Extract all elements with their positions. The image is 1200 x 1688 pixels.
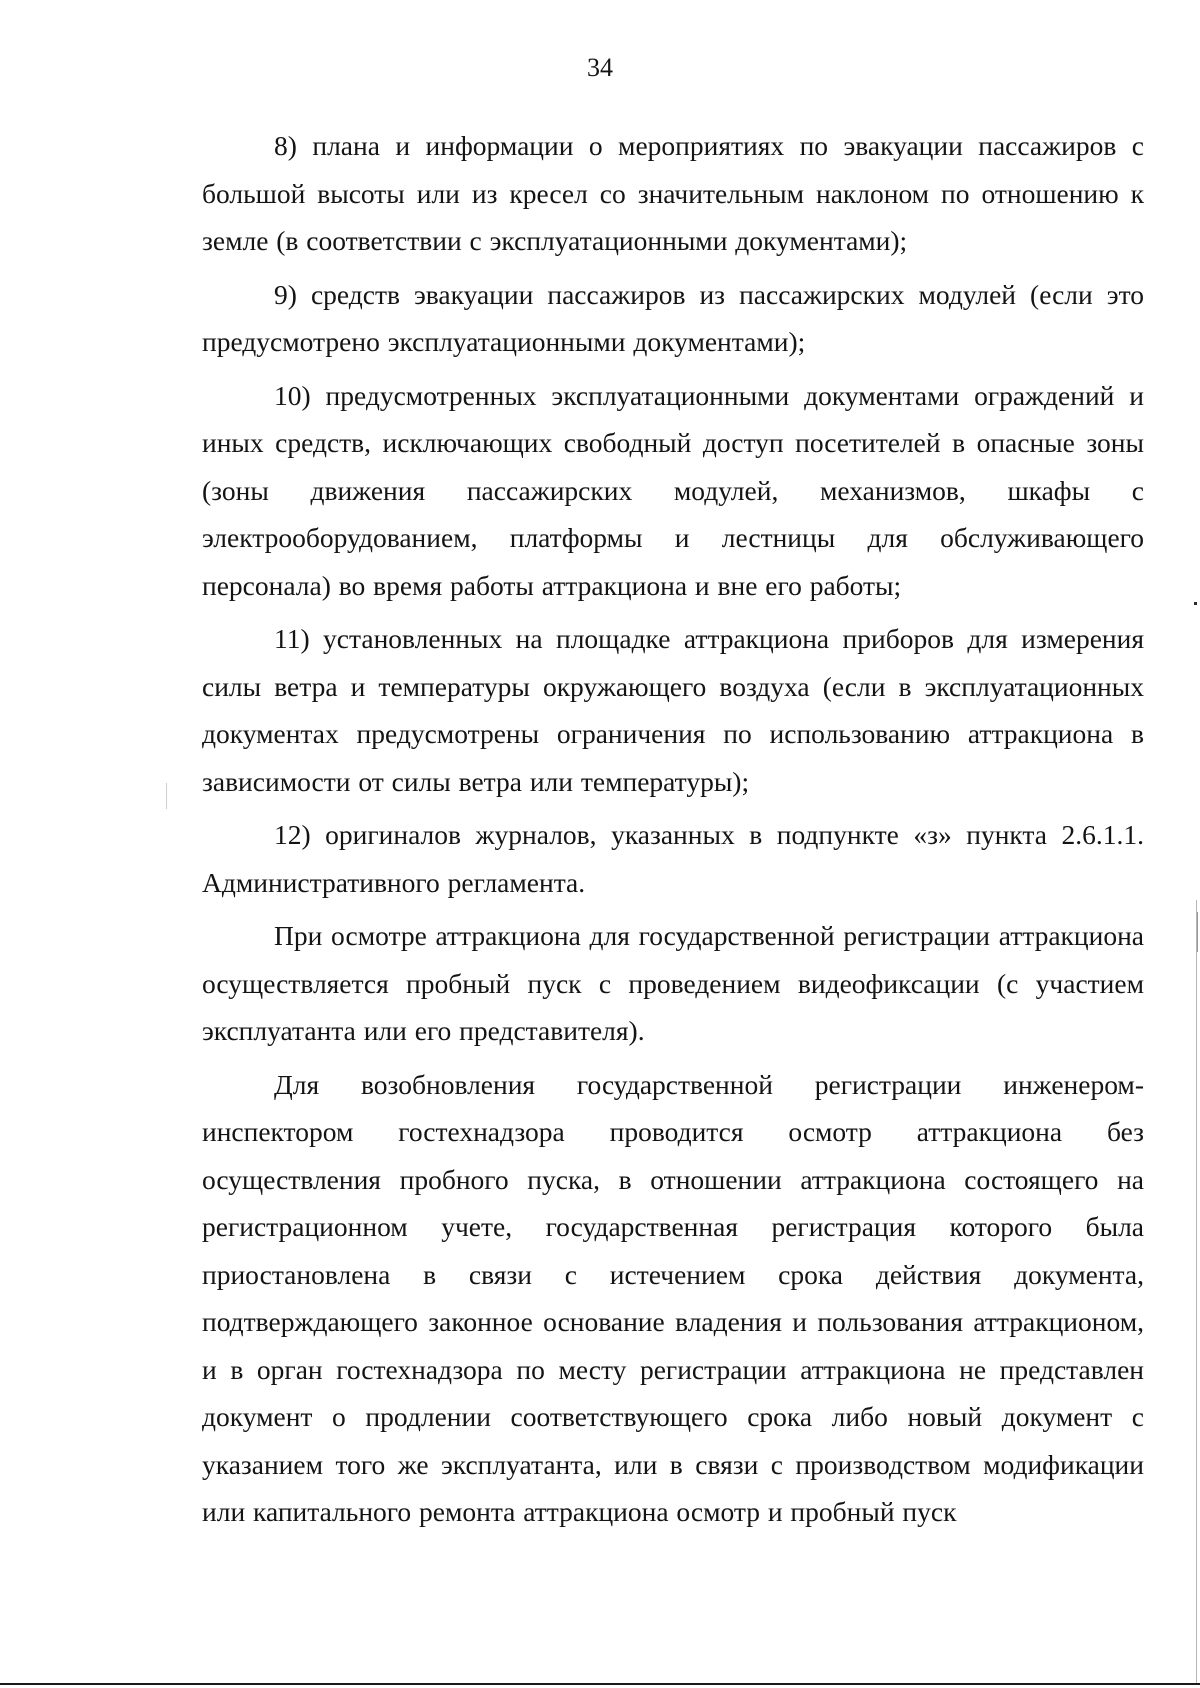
scan-artifact-right-edge <box>1196 900 1197 1683</box>
list-item-12: 12) оригиналов журналов, указанных в подпункте «з» пункта 2.6.1.1. Административного регламента. <box>202 819 1144 898</box>
list-item-10: 10) предусмотренных эксплуатационными документами ограждений и иных средств, исключающих свободный доступ посетителей в опасные зоны (зоны движения пассажирских модулей, механизмов, шкафы с электрооборудованием, платформы и лестницы для обслуживающего персонала) во время работы аттракциона и вне его работы; <box>202 379 1144 601</box>
paragraph-trial-run: При осмотре аттракциона для государственной регистрации аттракциона осуществляется пробный пуск с проведением видеофиксации (с участием эксплуатанта или его представителя). <box>202 920 1144 1046</box>
list-item-8: 8) плана и информации о мероприятиях по эвакуации пассажиров с большой высоты или из кресел со значительным наклоном по отношению к земле (в соответствии с эксплуатационными документами); <box>202 130 1144 256</box>
body-text <box>202 122 1144 1542</box>
scan-artifact-bottom-line <box>0 1683 1200 1685</box>
page-number: 34 <box>587 53 613 82</box>
list-item-9: 9) средств эвакуации пассажиров из пассажирских модулей (если это предусмотрено эксплуатационными документами); <box>202 278 1144 357</box>
list-item-11: 11) установленных на площадке аттракциона приборов для измерения силы ветра и температуры окружающего воздуха (если в эксплуатационных документах предусмотрены ограничения по использованию аттракциона в зависимости от силы ветра или температуры); <box>202 623 1144 797</box>
scan-artifact-dot <box>1194 602 1197 605</box>
paragraph-registration-renewal: Для возобновления государственной регистрации инженером-инспектором гостехнадзора проводится осмотр аттракциона без осуществления пробного пуска, в отношении аттракциона состоящего на регистрационном учете, государственная регистрация которого была приостановлена в связи с истечением срока действия документа, подтверждающего законное основание владения и пользования аттракционом, и в орган гостехнадзора по месту регистрации аттракциона не представлен документ о продлении соответствующего срока либо новый документ с указанием того же эксплуатанта, или в связи с производством модификации или капитального ремонта аттракциона осмотр и пробный пуск <box>202 1068 1144 1527</box>
scan-artifact-left-mark <box>166 783 167 809</box>
